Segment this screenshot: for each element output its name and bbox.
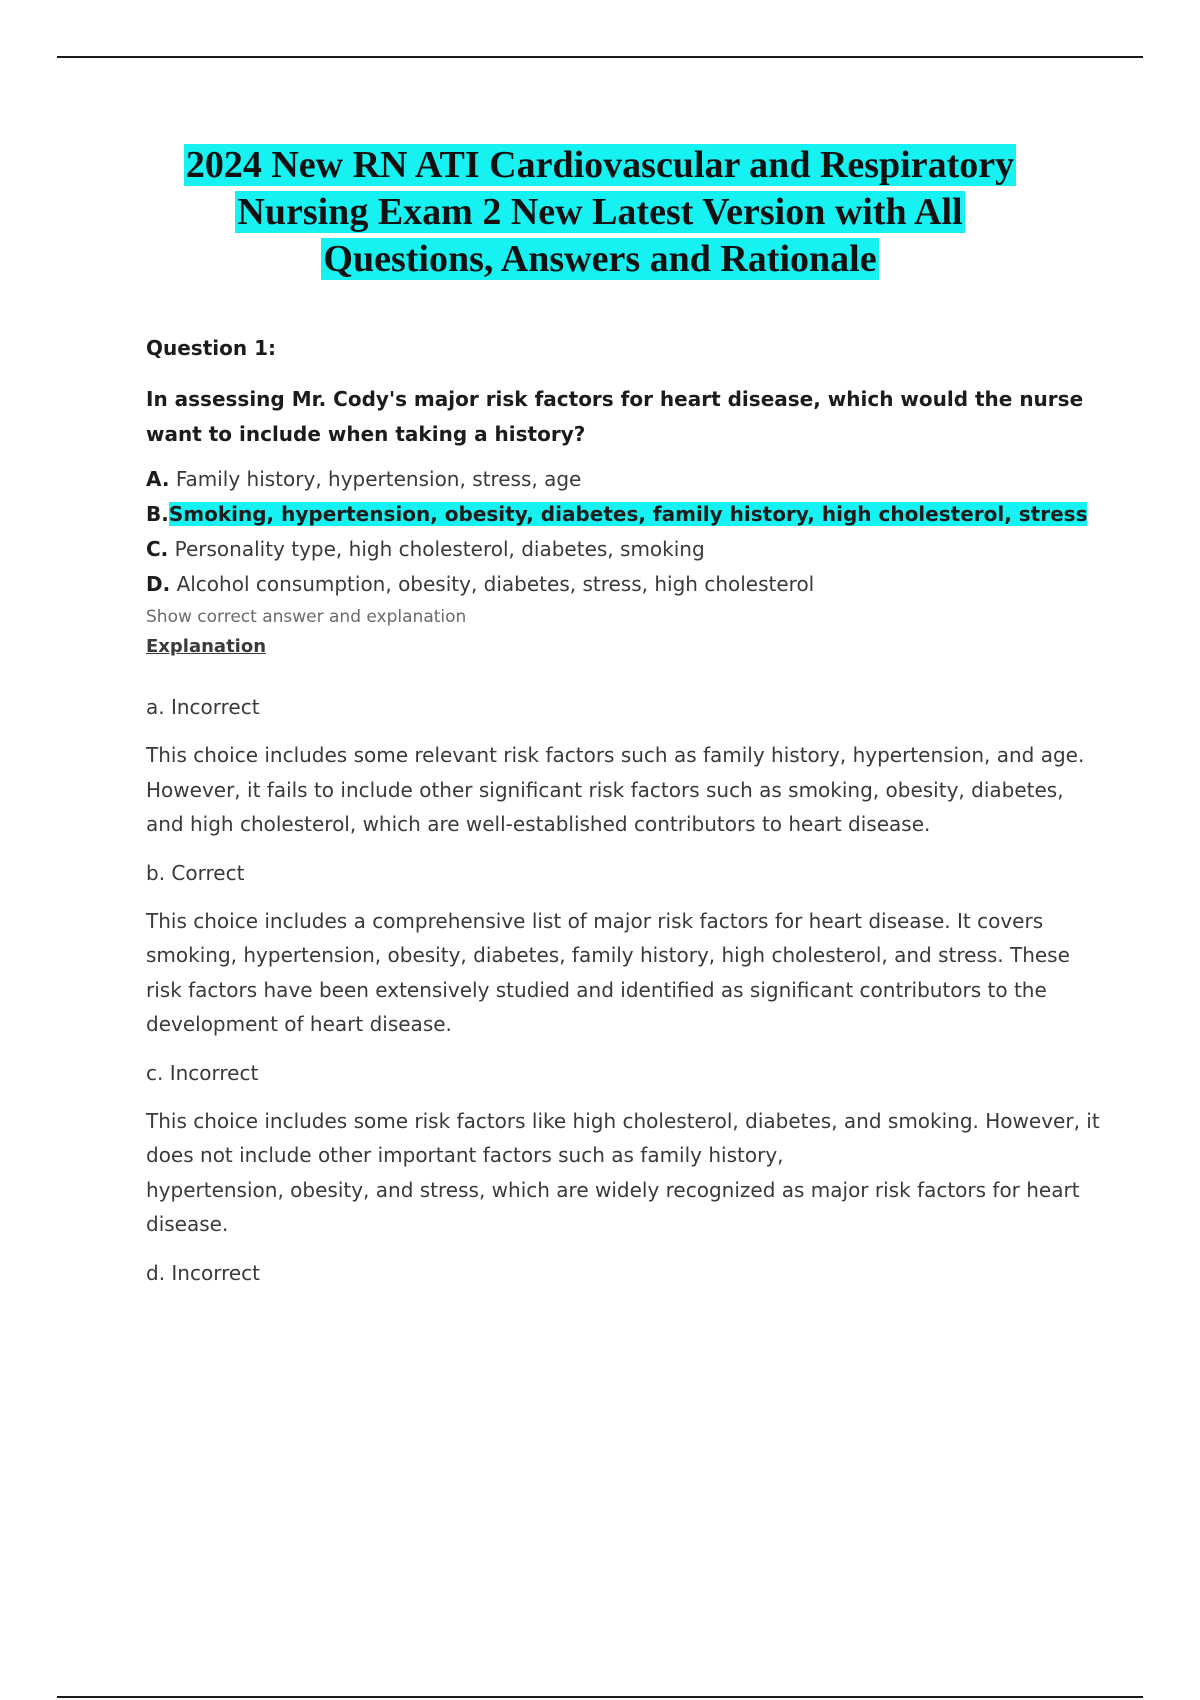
title-line-3: Questions, Answers and Rationale [323,238,877,280]
title-line-2: Nursing Exam 2 New Latest Version with All [237,191,963,233]
rationale-a: This choice includes some relevant risk factors such as family history, hypertension, and age. However, it fails to include other significant risk factors such as smoking, obesity, diabetes, and high cholesterol, which are well-established contributors to heart disease. [146,743,1085,836]
rationale-b: This choice includes a comprehensive list of major risk factors for heart disease. It covers smoking, hypertension, obesity, diabetes, family history, high cholesterol, and stress. These risk factors have been extensively studied and identified as significant contributors to the development of heart disease. [146,908,1070,1036]
show-answer-link[interactable]: Show correct answer and explanation [146,607,467,627]
option-letter: B. [146,502,169,526]
verdict-a: a. Incorrect [146,695,260,719]
question-content [146,334,1106,1304]
question-label: Question 1: [146,336,276,360]
top-rule [57,56,1143,58]
bottom-rule [57,1696,1143,1698]
option-b-correct [146,497,1106,532]
verdict-b: b. Correct [146,860,245,885]
option-c [146,532,1106,567]
verdict-c: c. Incorrect [146,1060,259,1085]
verdict-d: d. Incorrect [146,1260,261,1285]
rationale-c-line-1: This choice includes some risk factors like high cholesterol, diabetes, and smoking. However, it does not include other important factors such as family history, [146,1108,1100,1167]
option-text-highlighted: Smoking, hypertension, obesity, diabetes, family history, high cholesterol, stress [168,502,1088,526]
option-text: Family history, hypertension, stress, age [175,467,582,491]
title-line-1: 2024 New RN ATI Cardiovascular and Respiratory [185,144,1015,186]
document-title [100,142,1100,283]
option-letter: D. [146,572,171,596]
rationale-c [146,1104,1106,1242]
question-text: In assessing Mr. Cody's major risk factors for heart disease, which would the nurse want to include when taking a history? [146,387,1084,446]
explanation-heading: Explanation [146,636,267,657]
rationale-c-line-2: hypertension, obesity, and stress, which are widely recognized as major risk factors for heart disease. [146,1177,1080,1236]
option-a [146,462,1106,497]
option-letter: C. [146,537,169,561]
option-text: Alcohol consumption, obesity, diabetes, stress, high cholesterol [176,572,815,596]
option-text: Personality type, high cholesterol, diabetes, smoking [174,537,705,561]
option-d [146,567,1106,602]
option-letter: A. [146,467,170,491]
